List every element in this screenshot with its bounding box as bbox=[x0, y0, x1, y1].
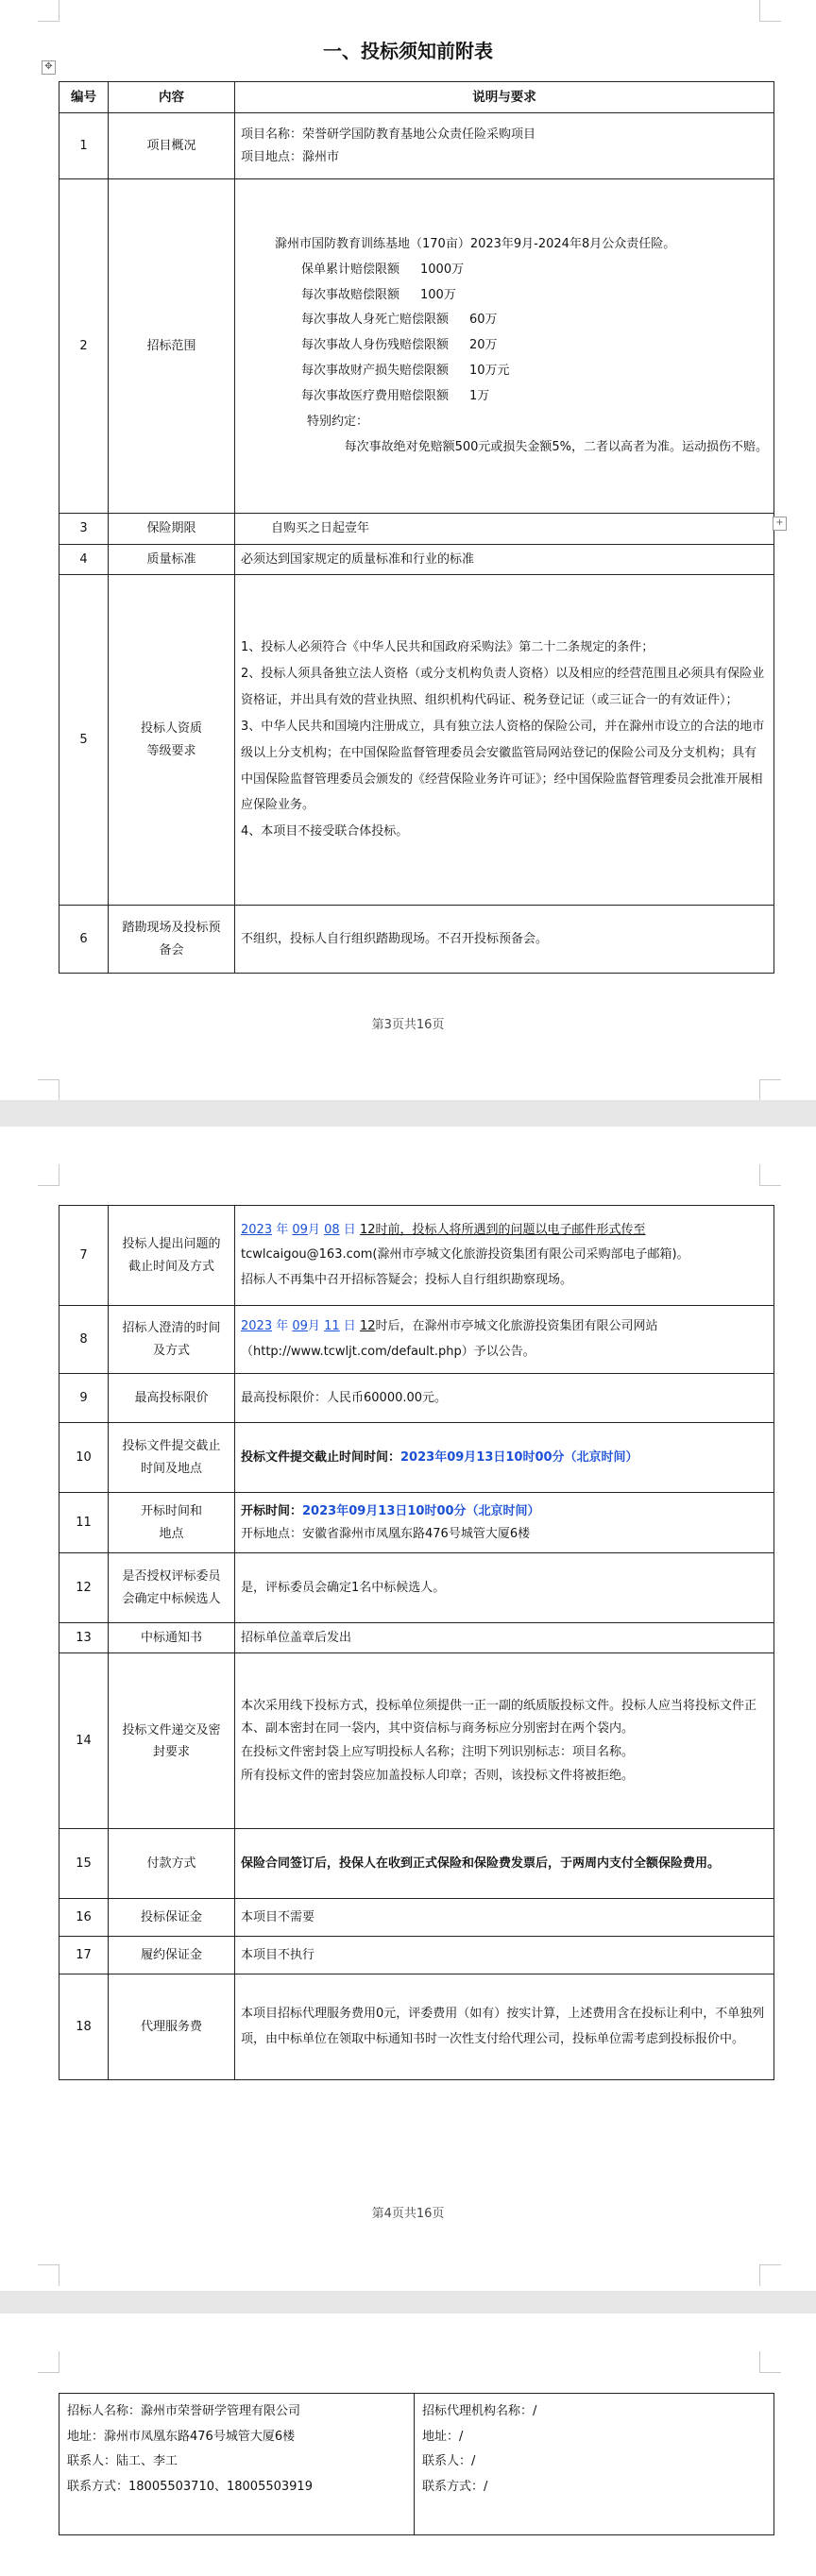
row-num: 9 bbox=[60, 1374, 109, 1423]
table-row bbox=[60, 906, 774, 974]
page-corner-mark bbox=[759, 2351, 781, 2373]
row-label: 质量标准 bbox=[109, 544, 235, 574]
qualification-3: 3、中华人民共和国境内注册成立，具有独立法人资格的保险公司，并在滁州市设立的合法的地市级以上分支机构；在中国保险监督管理委员会安徽监管局网站登记的保险公司及分支机构；具有中国保险监督管理委员会颁发的《经营保险业务许可证》；经中国保险监督管理委员会批准开展相应保险业务。 bbox=[241, 719, 765, 813]
bid-notice-table-part2 bbox=[59, 1205, 774, 2080]
table-header-row bbox=[60, 82, 774, 113]
row-desc bbox=[235, 1423, 774, 1493]
question-deadline: 2023 年 09月 08 日 12时前，投标人将所遇到的问题以电子邮件形式传至 bbox=[241, 1222, 646, 1237]
agency-info bbox=[415, 2394, 774, 2535]
row-num: 6 bbox=[60, 906, 109, 974]
row-num: 2 bbox=[60, 179, 109, 514]
row-label: 是否授权评标委员 会确定中标候选人 bbox=[109, 1553, 235, 1623]
page-5 bbox=[0, 2313, 816, 2576]
table-row bbox=[60, 1829, 774, 1899]
row-desc: 是，评标委员会确定1名中标候选人。 bbox=[235, 1553, 774, 1623]
row-label: 项目概况 bbox=[109, 113, 235, 179]
table-row bbox=[60, 1937, 774, 1974]
page-corner-mark bbox=[759, 2264, 781, 2286]
row-label: 投标人资质 等级要求 bbox=[109, 575, 235, 906]
row-label: 履约保证金 bbox=[109, 1937, 235, 1974]
question-note: 招标人不再集中召开招标答疑会；投标人自行组织勘察现场。 bbox=[241, 1272, 573, 1287]
project-name: 项目名称：荣誉研学国防教育基地公众责任险采购项目 bbox=[241, 127, 536, 143]
page-corner-mark bbox=[38, 2264, 60, 2286]
scope-deductible: 每次事故绝对免赔额500元或损失金额5%，二者以高者为准。运动损伤不赔。 bbox=[344, 439, 768, 454]
row-num: 14 bbox=[60, 1653, 109, 1829]
tenderer-address: 地址：滁州市凤凰东路476号城管大厦6楼 bbox=[67, 2429, 296, 2444]
row-label: 中标通知书 bbox=[109, 1623, 235, 1653]
tenderer-info bbox=[60, 2394, 415, 2535]
page-number: 第3页共16页 bbox=[371, 1018, 445, 1032]
row-num: 12 bbox=[60, 1553, 109, 1623]
page-corner-mark bbox=[759, 1164, 781, 1186]
opening-time: 2023年09月13日10时00分（北京时间） bbox=[302, 1504, 540, 1519]
row-desc: 必须达到国家规定的质量标准和行业的标准 bbox=[235, 544, 774, 574]
scope-item: 每次事故人身死亡赔偿限额 60万 bbox=[301, 313, 498, 328]
table-row bbox=[60, 1206, 774, 1306]
scope-item: 每次事故人身伤残赔偿限额 20万 bbox=[301, 338, 498, 353]
row-num: 1 bbox=[60, 113, 109, 179]
opening-place: 开标地点：安徽省滁州市凤凰东路476号城管大厦6楼 bbox=[241, 1526, 531, 1541]
row-desc bbox=[235, 1306, 774, 1374]
page-gap bbox=[0, 2291, 816, 2313]
table-row bbox=[60, 179, 774, 514]
submit-deadline-time: 2023年09月13日10时00分（北京时间） bbox=[400, 1449, 638, 1465]
seal-req-1: 本次采用线下投标方式，投标单位须提供一正一副的纸质版投标文件。投标人应当将投标文件正本、副本密封在同一袋内，其中资信标与商务标应分别密封在两个袋内。 bbox=[241, 1698, 757, 1737]
row-label: 招标范围 bbox=[109, 179, 235, 514]
table-row bbox=[60, 1553, 774, 1623]
row-num: 8 bbox=[60, 1306, 109, 1374]
page-3 bbox=[0, 0, 816, 1100]
table-row bbox=[60, 113, 774, 179]
header-num: 编号 bbox=[60, 82, 109, 113]
row-desc bbox=[235, 1493, 774, 1553]
agency-phone: 联系方式：/ bbox=[422, 2479, 488, 2494]
project-place: 项目地点：滁州市 bbox=[241, 149, 340, 164]
header-desc: 说明与要求 bbox=[235, 82, 774, 113]
row-desc bbox=[235, 575, 774, 906]
clarify-time: 2023 年 09月 11 日 12时后，在滁州市亭城文化旅游投资集团有限公司网站 bbox=[241, 1318, 658, 1333]
agency-name: 招标代理机构名称：/ bbox=[422, 2404, 537, 2418]
tenderer-contact: 联系人：陆工、李工 bbox=[67, 2454, 178, 2469]
row-label: 保险期限 bbox=[109, 514, 235, 544]
row-num: 3 bbox=[60, 514, 109, 544]
row-desc bbox=[235, 1206, 774, 1306]
page-corner-mark bbox=[38, 1079, 60, 1101]
row-desc: 不组织，投标人自行组织踏勘现场。不召开投标预备会。 bbox=[235, 906, 774, 974]
submit-deadline-lead: 投标文件提交截止时间时间： bbox=[241, 1449, 401, 1465]
page-corner-mark bbox=[759, 0, 781, 22]
qualification-1: 1、投标人必须符合《中华人民共和国政府采购法》第二十二条规定的条件； bbox=[241, 639, 654, 654]
tenderer-name: 招标人名称：滁州市荣誉研学管理有限公司 bbox=[67, 2404, 301, 2418]
seal-req-2: 在投标文件密封袋上应写明投标人名称；注明下列识别标志：项目名称。 bbox=[241, 1744, 635, 1759]
table-row bbox=[60, 1374, 774, 1423]
row-label: 投标文件提交截止 时间及地点 bbox=[109, 1423, 235, 1493]
row-desc: 本项目不需要 bbox=[235, 1899, 774, 1937]
row-num: 10 bbox=[60, 1423, 109, 1493]
bid-notice-table-part1 bbox=[59, 81, 774, 974]
row-desc: 本项目招标代理服务费用0元，评委费用（如有）按实计算，上述费用含在投标让利中，不单独列项，由中标单位在领取中标通知书时一次性支付给代理公司，投标单位需考虑到投标报价中。 bbox=[235, 1974, 774, 2080]
table-row bbox=[60, 514, 774, 544]
row-label: 招标人澄清的时间 及方式 bbox=[109, 1306, 235, 1374]
header-content: 内容 bbox=[109, 82, 235, 113]
row-desc: 保险合同签订后，投保人在收到正式保险和保险费发票后，于两周内支付全额保险费用。 bbox=[235, 1829, 774, 1899]
row-label: 投标保证金 bbox=[109, 1899, 235, 1937]
table-row bbox=[60, 544, 774, 574]
row-desc: 最高投标限价：人民币60000.00元。 bbox=[235, 1374, 774, 1423]
page-corner-mark bbox=[38, 2351, 60, 2373]
seal-req-3: 所有投标文件的密封袋应加盖投标人印章；否则，该投标文件将被拒绝。 bbox=[241, 1768, 635, 1783]
row-num: 16 bbox=[60, 1899, 109, 1937]
row-desc bbox=[235, 1653, 774, 1829]
tenderer-phone: 联系方式：18005503710、18005503919 bbox=[67, 2479, 313, 2494]
page-corner-mark bbox=[38, 1164, 60, 1186]
row-desc: 自购买之日起壹年 bbox=[235, 514, 774, 544]
row-num: 11 bbox=[60, 1493, 109, 1553]
page-corner-mark bbox=[38, 0, 60, 22]
table-move-handle-icon[interactable]: ✥ bbox=[42, 60, 56, 75]
contact-table bbox=[59, 2393, 774, 2535]
scope-item: 每次事故赔偿限额 100万 bbox=[301, 287, 456, 302]
table-row bbox=[60, 1423, 774, 1493]
table-row bbox=[60, 1899, 774, 1937]
row-label: 踏勘现场及投标预 备会 bbox=[109, 906, 235, 974]
add-row-icon[interactable]: + bbox=[773, 517, 787, 531]
qualification-4: 4、本项目不接受联合体投标。 bbox=[241, 824, 409, 839]
table-row bbox=[60, 1623, 774, 1653]
row-desc: 招标单位盖章后发出 bbox=[235, 1623, 774, 1653]
scope-intro: 滁州市国防教育训练基地（170亩）2023年9月-2024年8月公众责任险。 bbox=[275, 236, 676, 251]
page-title: 一、投标须知前附表 bbox=[323, 40, 493, 62]
question-email: tcwlcaigou@163.com(滁州市亭城文化旅游投资集团有限公司采购部电子邮箱)。 bbox=[241, 1247, 689, 1263]
row-label: 最高投标限价 bbox=[109, 1374, 235, 1423]
scope-item: 每次事故财产损失赔偿限额 10万元 bbox=[301, 364, 510, 379]
row-num: 15 bbox=[60, 1829, 109, 1899]
scope-item: 保单累计赔偿限额 1000万 bbox=[301, 262, 465, 277]
table-row bbox=[60, 1653, 774, 1829]
opening-lead: 开标时间： bbox=[241, 1504, 303, 1519]
row-num: 5 bbox=[60, 575, 109, 906]
row-desc bbox=[235, 179, 774, 514]
qualification-2: 2、投标人须具备独立法人资格（或分支机构负责人资格）以及相应的经营范围且必须具有保险业资格证，并出具有效的营业执照、组织机构代码证、税务登记证（或三证合一的有效证件）； bbox=[241, 666, 765, 707]
page-gap bbox=[0, 1100, 816, 1127]
row-desc bbox=[235, 113, 774, 179]
row-label: 投标文件递交及密 封要求 bbox=[109, 1653, 235, 1829]
row-label: 付款方式 bbox=[109, 1829, 235, 1899]
page-4 bbox=[0, 1127, 816, 2291]
page-corner-mark bbox=[759, 1079, 781, 1101]
row-num: 4 bbox=[60, 544, 109, 574]
table-row bbox=[60, 1306, 774, 1374]
agency-contact: 联系人：/ bbox=[422, 2454, 476, 2469]
scope-special: 特别约定： bbox=[307, 415, 369, 430]
row-label: 投标人提出问题的 截止时间及方式 bbox=[109, 1206, 235, 1306]
row-label: 开标时间和 地点 bbox=[109, 1493, 235, 1553]
row-num: 13 bbox=[60, 1623, 109, 1653]
table-row bbox=[60, 575, 774, 906]
row-num: 7 bbox=[60, 1206, 109, 1306]
table-row bbox=[60, 1974, 774, 2080]
scope-item: 每次事故医疗费用赔偿限额 1万 bbox=[301, 389, 490, 404]
agency-address: 地址：/ bbox=[422, 2429, 464, 2444]
table-row bbox=[60, 1493, 774, 1553]
page-number: 第4页共16页 bbox=[371, 2207, 445, 2221]
row-num: 17 bbox=[60, 1937, 109, 1974]
clarify-url: （http://www.tcwljt.com/default.php）予以公告。 bbox=[241, 1344, 536, 1359]
row-num: 18 bbox=[60, 1974, 109, 2080]
row-desc: 本项目不执行 bbox=[235, 1937, 774, 1974]
row-label: 代理服务费 bbox=[109, 1974, 235, 2080]
